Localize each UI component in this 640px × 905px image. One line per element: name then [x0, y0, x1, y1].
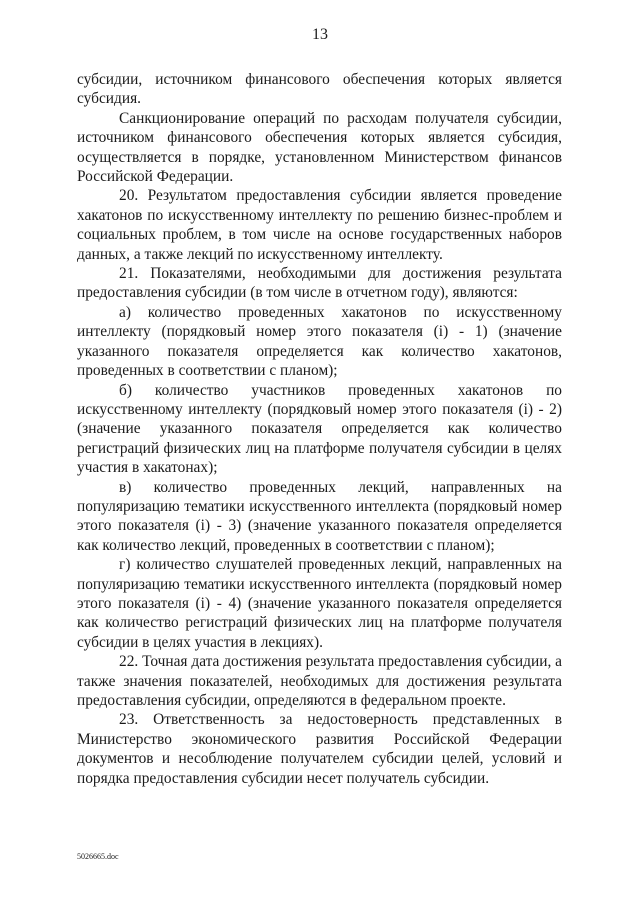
- paragraph-21-a: а) количество проведенных хакатонов по искусственному интеллекту (порядковый номер этого показателя (i) - 1) (значение указанного показателя определяется как количество хакатонов, проведенных в соответствии с планом);: [77, 303, 562, 380]
- page-number: 13: [312, 26, 328, 43]
- paragraph-23: 23. Ответственность за недостоверность представленных в Министерство экономического развития Российской Федерации документов и несоблюдение получателем субсидии целей, условий и порядка предоставления субсидии несет получатель субсидии.: [77, 711, 562, 787]
- document-file-reference: 5026665.doc: [77, 852, 119, 861]
- paragraph-21-g: г) количество слушателей проведенных лекций, направленных на популяризацию тематики искусственного интеллекта (порядковый номер этого показателя (i) - 4) (значение указанного показателя определяется как количество регистраций физических лиц на платформе получателя субсидии в целях участия в лекциях).: [77, 556, 562, 651]
- paragraph-22: 22. Точная дата достижения результата предоставления субсидии, а также значения показателей, необходимых для достижения результата предоставления субсидии, определяются в федеральном проекте.: [77, 653, 562, 709]
- document-body: [77, 70, 562, 788]
- paragraph-20: 20. Результатом предоставления субсидии является проведение хакатонов по искусственному интеллекту по решению бизнес-проблем и социальных проблем, в том числе на основе государственных наборов данных, а также лекций по искусственному интеллекту.: [77, 187, 562, 263]
- paragraph-21-b: б) количество участников проведенных хакатонов по искусственному интеллекту (порядковый номер этого показателя (i) - 2) (значение указанного показателя определяется как количество регистраций физических лиц на платформе получателя субсидии в целях участия в хакатонах);: [77, 381, 562, 477]
- paragraph-sanction: Санкционирование операций по расходам получателя субсидии, источником финансового обеспечения которых является субсидия, осуществляется в порядке, установленном Министерством финансов Российской Федерации.: [77, 109, 562, 186]
- paragraph-continuation: субсидии, источником финансового обеспечения которых является субсидия.: [77, 71, 562, 108]
- paragraph-21-v: в) количество проведенных лекций, направленных на популяризацию тематики искусственного интеллекта (порядковый номер этого показателя (i) - 3) (значение указанного показателя определяется как количество лекций, проведенных в соответствии с планом);: [77, 478, 562, 554]
- paragraph-21: 21. Показателями, необходимыми для достижения результата предоставления субсидии (в том числе в отчетном году), являются:: [77, 265, 562, 302]
